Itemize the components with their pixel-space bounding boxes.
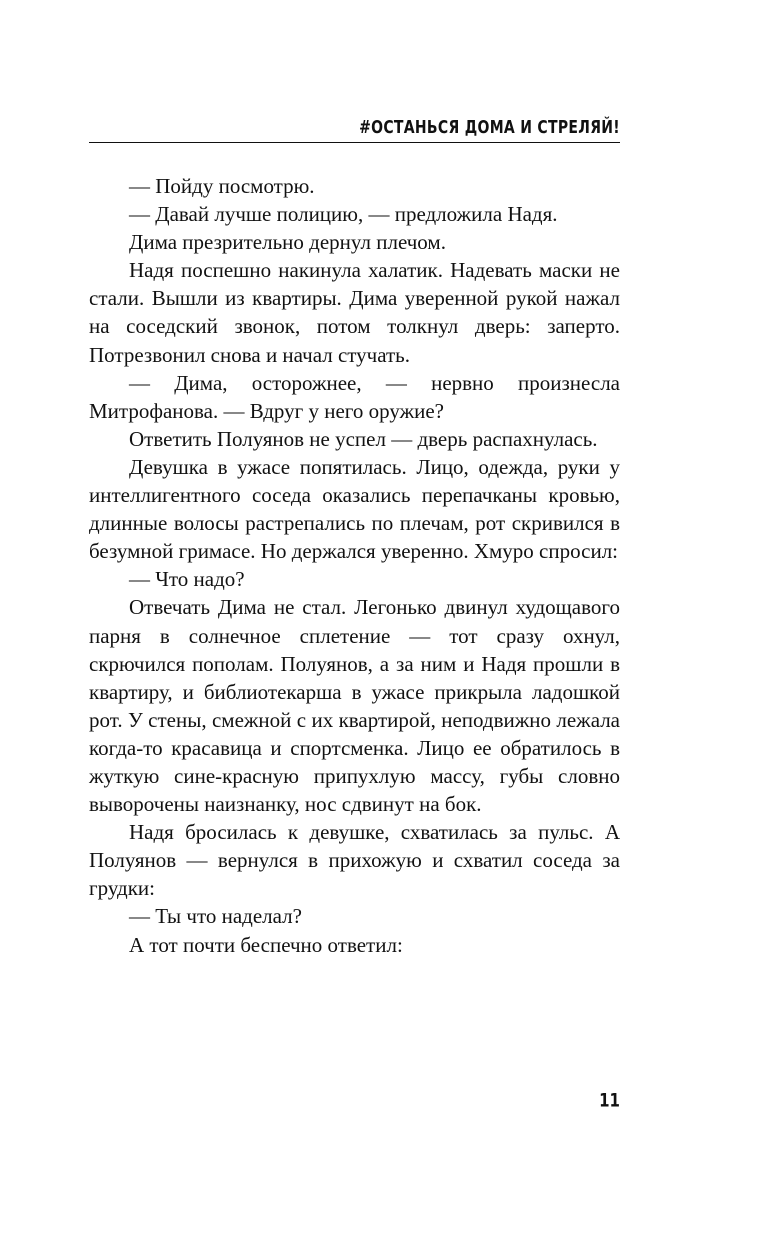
book-page — [89, 0, 620, 1241]
running-head: #ОСТАНЬСЯ ДОМА И СТРЕЛЯЙ! — [359, 118, 620, 138]
paragraph: Дима презрительно дернул плечом. — [129, 230, 446, 255]
paragraph: Ответить Полуянов не успел — дверь распахнулась. — [129, 426, 598, 451]
page-number: 11 — [599, 1089, 620, 1112]
paragraph: Девушка в ужасе попятилась. Лицо, одежда, руки у интеллигентного соседа оказались перепачканы кровью, длинные волосы растрепались по плечам, рот скривился в безумной гримасе. Но держался уверенно. Хмуро спросил: — [89, 454, 620, 564]
paragraph: — Ты что наделал? — [129, 904, 302, 929]
paragraph: А тот почти беспечно ответил: — [129, 932, 403, 957]
header-rule — [89, 142, 620, 143]
body-text — [89, 172, 620, 959]
paragraph: — Дима, осторожнее, — нервно произнесла Митрофанова. — Вдруг у него оружие? — [89, 370, 620, 423]
paragraph: Отвечать Дима не стал. Легонько двинул худощавого парня в солнечное сплетение — тот сразу охнул, скрючился пополам. Полуянов, а за ним и Надя прошли в квартиру, и библиотекарша в ужасе прикрыла ладошкой рот. У стены, смежной с их квартирой, неподвижно лежала когда-то красавица и спортсменка. Лицо ее обратилось в жуткую сине-красную припухлую массу, губы словно выворочены наизнанку, нос сдвинут на бок. — [89, 595, 620, 817]
paragraph: — Давай лучше полицию, — предложила Надя. — [129, 202, 558, 227]
paragraph: — Что надо? — [129, 567, 245, 592]
paragraph: Надя бросилась к девушке, схватилась за пульс. А Полуянов — вернулся в прихожую и схватил соседа за грудки: — [89, 820, 620, 901]
paragraph: Надя поспешно накинула халатик. Надевать маски не стали. Вышли из квартиры. Дима уверенной рукой нажал на соседский звонок, потом толкнул дверь: заперто. Потрезвонил снова и начал стучать. — [89, 258, 620, 367]
paragraph: — Пойду посмотрю. — [129, 174, 315, 198]
